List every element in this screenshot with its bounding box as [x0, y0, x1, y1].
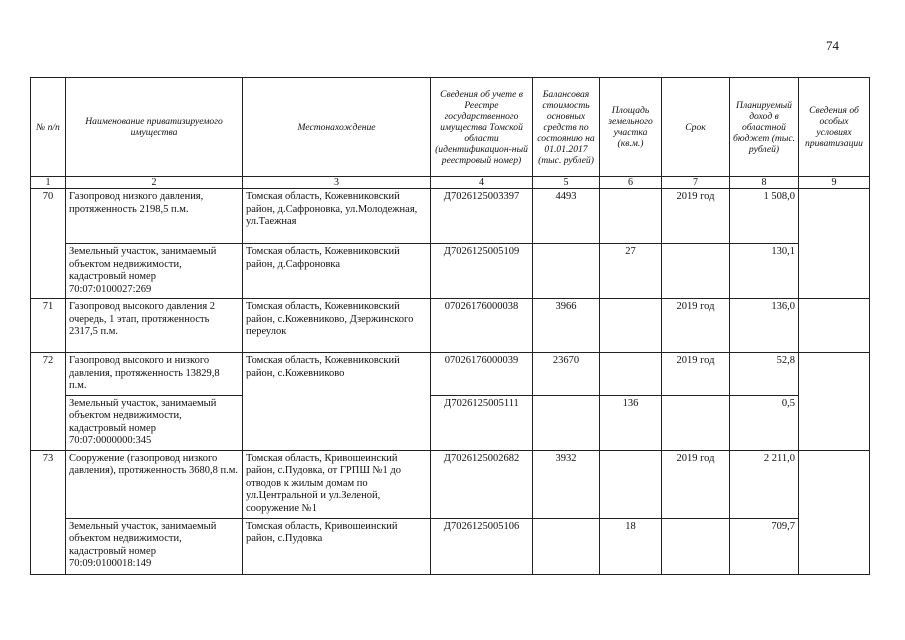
special-conditions	[799, 189, 870, 299]
balance-value: 4493	[533, 189, 600, 244]
special-conditions	[799, 299, 870, 353]
header-term: Срок	[662, 78, 730, 177]
table-row	[31, 450, 870, 518]
term: 2019 год	[662, 450, 730, 518]
table-row	[31, 353, 870, 396]
record-number: 72	[31, 353, 66, 451]
record-number: 70	[31, 189, 66, 299]
record-number: 73	[31, 450, 66, 574]
planned-income: 1 508,0	[730, 189, 799, 244]
header-registry: Сведения об учете в Реестре государственного имущества Томской области (идентификацион-ный реестровый номер)	[431, 78, 533, 177]
column-number: 3	[243, 177, 431, 189]
balance-value: 3932	[533, 450, 600, 518]
term: 2019 год	[662, 353, 730, 396]
property-location: Томская область, Кожевниковский район, д.Сафроновка, ул.Молодежная, ул.Таежная	[243, 189, 431, 244]
header-number: № п/п	[31, 78, 66, 177]
column-number: 7	[662, 177, 730, 189]
table-row	[31, 518, 870, 574]
balance-value	[533, 395, 600, 450]
property-name: Земельный участок, занимаемый объектом недвижимости, кадастровый номер 70:07:0100027:269	[66, 244, 243, 299]
special-conditions	[799, 353, 870, 451]
header-income: Планируемый доход в областной бюджет (тыс. рублей)	[730, 78, 799, 177]
land-area	[600, 189, 662, 244]
planned-income: 2 211,0	[730, 450, 799, 518]
column-number: 6	[600, 177, 662, 189]
property-name: Газопровод низкого давления, протяженность 2198,5 п.м.	[66, 189, 243, 244]
registry-number: Д7026125005106	[431, 518, 533, 574]
privatization-table	[30, 77, 870, 575]
registry-number: 07026176000039	[431, 353, 533, 396]
property-name: Сооружение (газопровод низкого давления), протяженность 3680,8 п.м.	[66, 450, 243, 518]
balance-value	[533, 244, 600, 299]
balance-value: 3966	[533, 299, 600, 353]
property-name: Земельный участок, занимаемый объектом недвижимости, кадастровый номер 70:09:0100018:149	[66, 518, 243, 574]
registry-number: Д7026125005109	[431, 244, 533, 299]
term	[662, 518, 730, 574]
special-conditions	[799, 450, 870, 574]
column-number: 2	[66, 177, 243, 189]
registry-number: Д7026125005111	[431, 395, 533, 450]
land-area: 27	[600, 244, 662, 299]
header-row	[31, 78, 870, 177]
property-location: Томская область, Кожевниковский район, д.Сафроновка	[243, 244, 431, 299]
header-balance-value: Балансовая стоимость основных средств по состоянию на 01.01.2017 (тыс. рублей)	[533, 78, 600, 177]
term: 2019 год	[662, 299, 730, 353]
table-row	[31, 299, 870, 353]
property-name: Земельный участок, занимаемый объектом недвижимости, кадастровый номер 70:07:0000000:345	[66, 395, 243, 450]
registry-number: Д7026125003397	[431, 189, 533, 244]
term	[662, 395, 730, 450]
property-location: Томская область, Кривошеинский район, с.Пудовка, от ГРПШ №1 до отводов к жилым домам по ул.Центральной и ул.Зеленой, сооружение №1	[243, 450, 431, 518]
land-area	[600, 353, 662, 396]
term	[662, 244, 730, 299]
planned-income: 130,1	[730, 244, 799, 299]
record-number: 71	[31, 299, 66, 353]
column-number: 5	[533, 177, 600, 189]
table-row	[31, 244, 870, 299]
header-land-area: Площадь земельного участка (кв.м.)	[600, 78, 662, 177]
land-area	[600, 299, 662, 353]
registry-number: Д7026125002682	[431, 450, 533, 518]
table-row	[31, 189, 870, 244]
term: 2019 год	[662, 189, 730, 244]
property-location: Томская область, Кривошеинский район, с.Пудовка	[243, 518, 431, 574]
planned-income: 52,8	[730, 353, 799, 396]
property-name: Газопровод высокого давления 2 очередь, 1 этап, протяженность 2317,5 п.м.	[66, 299, 243, 353]
planned-income: 709,7	[730, 518, 799, 574]
planned-income: 136,0	[730, 299, 799, 353]
column-number: 8	[730, 177, 799, 189]
balance-value: 23670	[533, 353, 600, 396]
planned-income: 0,5	[730, 395, 799, 450]
column-number: 4	[431, 177, 533, 189]
column-number-row	[31, 177, 870, 189]
balance-value	[533, 518, 600, 574]
header-location: Местонахождение	[243, 78, 431, 177]
property-name: Газопровод высокого и низкого давления, протяженность 13829,8 п.м.	[66, 353, 243, 396]
header-conditions: Сведения об особых условиях приватизации	[799, 78, 870, 177]
property-location: Томская область, Кожевниковский район, с.Кожевниково	[243, 353, 431, 451]
property-location: Томская область, Кожевниковский район, с.Кожевниково, Дзержинского переулок	[243, 299, 431, 353]
registry-number: 07026176000038	[431, 299, 533, 353]
table-row	[31, 395, 870, 450]
column-number: 9	[799, 177, 870, 189]
land-area	[600, 450, 662, 518]
column-number: 1	[31, 177, 66, 189]
header-name: Наименование приватизируемого имущества	[66, 78, 243, 177]
land-area: 18	[600, 518, 662, 574]
page-number: 74	[826, 38, 839, 53]
land-area: 136	[600, 395, 662, 450]
